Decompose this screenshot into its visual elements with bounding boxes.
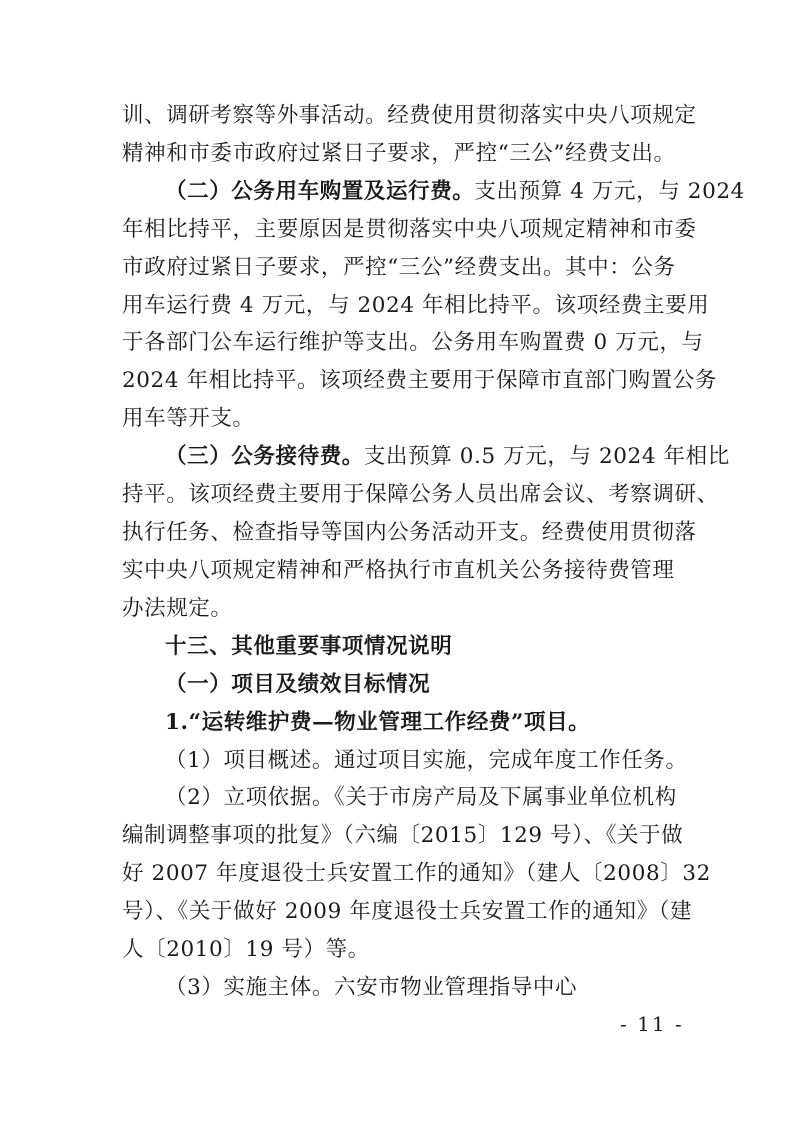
paragraph-line: 用车运行费 4 万元，与 2024 年相比持平。该项经费主要用 bbox=[122, 293, 710, 318]
heading-reception-costs: （三）公务接待费。 bbox=[165, 444, 364, 469]
paragraph-line: 精神和市委市政府过紧日子要求，严控“三公”经费支出。 bbox=[122, 141, 676, 166]
section-heading: 十三、其他重要事项情况说明 bbox=[165, 634, 453, 659]
heading-vehicle-costs: （二）公务用车购置及运行费。 bbox=[165, 179, 475, 204]
paragraph-line: （2）立项依据。《关于市房产局及下属事业单位机构 bbox=[165, 785, 677, 810]
item-heading: 1.“运转维护费—物业管理工作经费”项目。 bbox=[165, 710, 591, 735]
subsection-heading: （一）项目及绩效目标情况 bbox=[165, 672, 431, 697]
paragraph-line: 市政府过紧日子要求，严控“三公”经费支出。其中：公务 bbox=[122, 255, 676, 280]
paragraph-line: 2024 年相比持平。该项经费主要用于保障市直部门购置公务 bbox=[122, 368, 717, 393]
paragraph-line: 人〔2010〕19 号）等。 bbox=[122, 937, 370, 962]
paragraph-line: 持平。该项经费主要用于保障公务人员出席会议、考察调研、 bbox=[122, 482, 719, 507]
paragraph-line: 编制调整事项的批复》（六编〔2015〕129 号）、《关于做 bbox=[122, 823, 684, 848]
paragraph-line: 于各部门公车运行维护等支出。公务用车购置费 0 万元，与 bbox=[122, 330, 704, 355]
paragraph-text: 支出预算 0.5 万元，与 2024 年相比 bbox=[363, 444, 730, 469]
paragraph-line: 训、调研考察等外事活动。经费使用贯彻落实中央八项规定 bbox=[122, 103, 697, 128]
paragraph-line: 用车等开支。 bbox=[122, 406, 255, 431]
paragraph-line bbox=[165, 439, 730, 475]
paragraph-line: 号）、《关于做好 2009 年度退役士兵安置工作的通知》（建 bbox=[122, 899, 693, 924]
paragraph-line: 办法规定。 bbox=[122, 596, 233, 621]
paragraph-line: 年相比持平，主要原因是贯彻落实中央八项规定精神和市委 bbox=[122, 217, 697, 242]
paragraph-text: 支出预算 4 万元，与 2024 bbox=[474, 179, 745, 204]
paragraph-line: （1）项目概述。通过项目实施，完成年度工作任务。 bbox=[165, 748, 688, 773]
paragraph-line: （3）实施主体。六安市物业管理指导中心 bbox=[165, 975, 578, 1000]
paragraph-line: 实中央八项规定精神和严格执行市直机关公务接待费管理 bbox=[122, 558, 675, 583]
page-number: - 11 - bbox=[620, 1012, 684, 1036]
paragraph-line: 执行任务、检查指导等国内公务活动开支。经费使用贯彻落 bbox=[122, 520, 697, 545]
paragraph-line bbox=[165, 174, 745, 210]
paragraph-line: 好 2007 年度退役士兵安置工作的通知》（建人〔2008〕32 bbox=[122, 861, 711, 886]
